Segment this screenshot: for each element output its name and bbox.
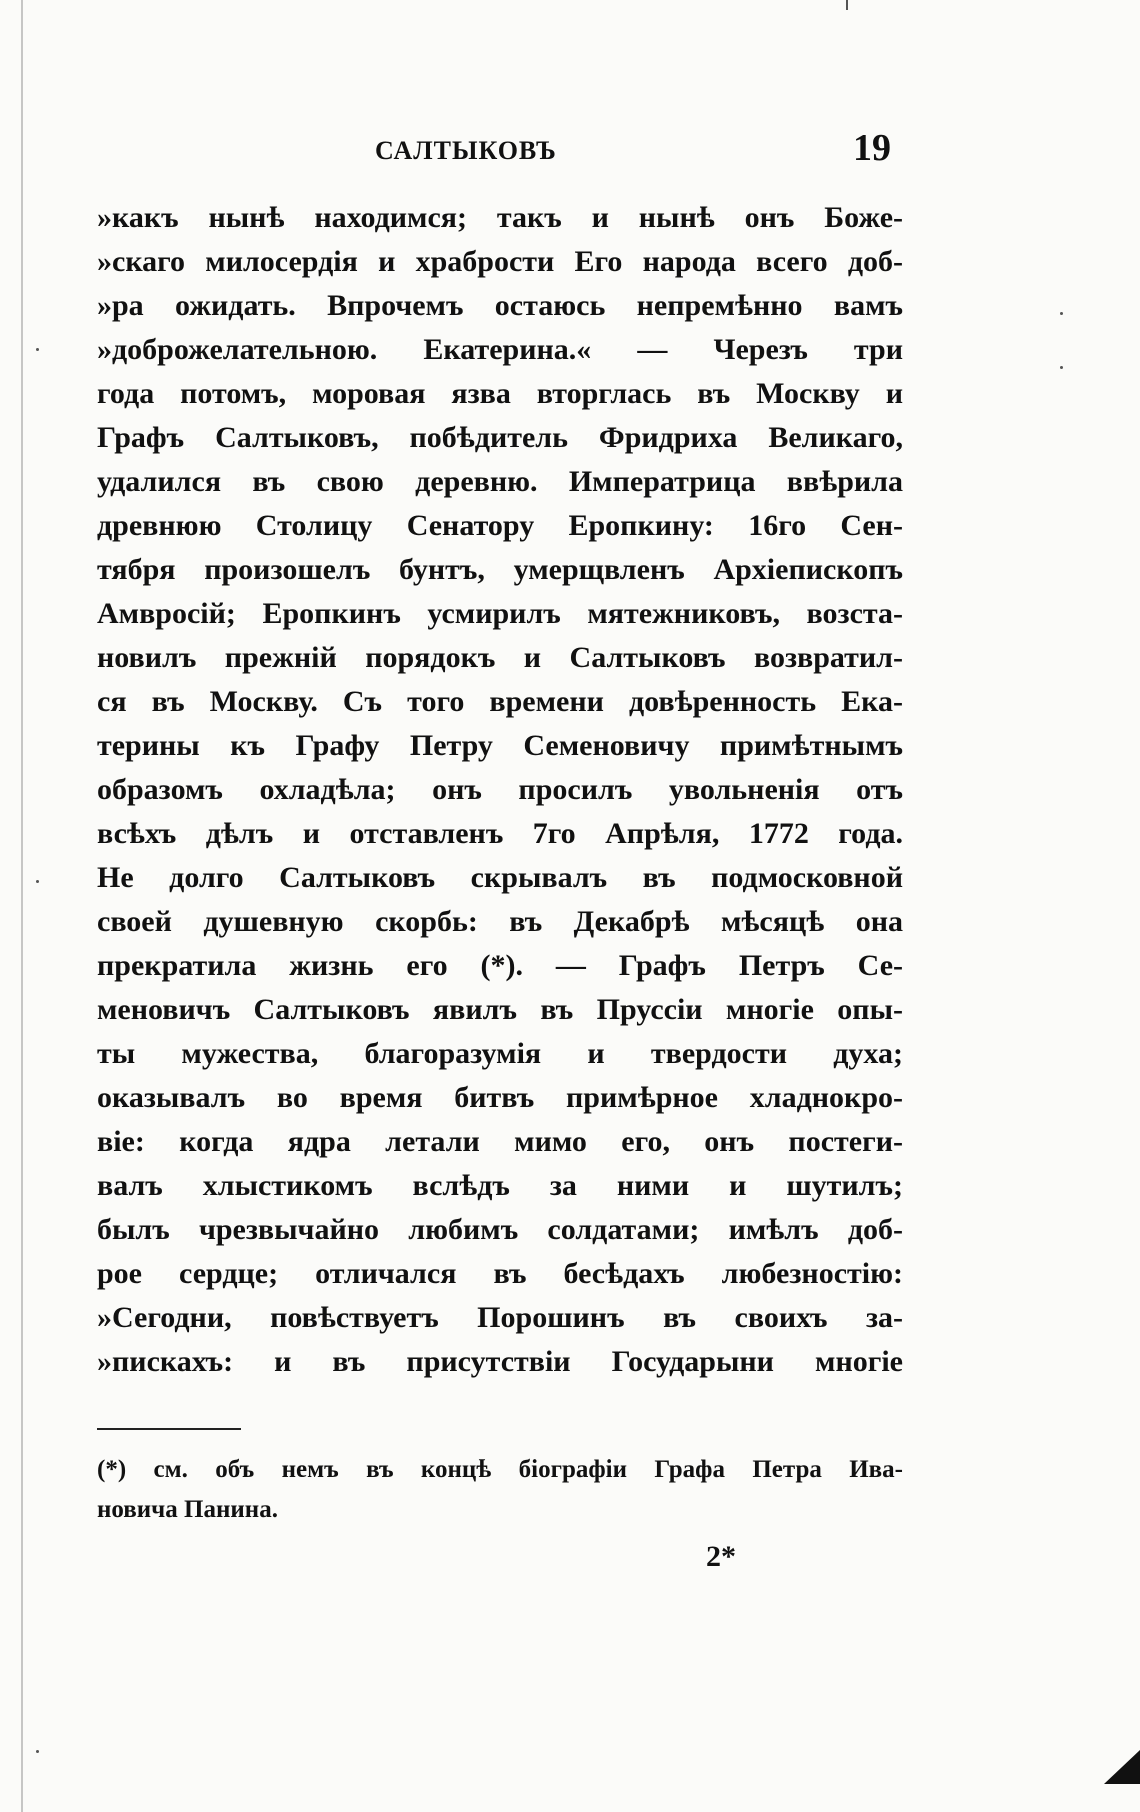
text-line: Амвросій; Еропкинъ усмирилъ мятежниковъ, возста-: [97, 597, 903, 630]
page-number: 19: [853, 127, 891, 169]
scan-speck: [36, 1750, 39, 1753]
text-line: меновичъ Салтыковъ явилъ въ Пруссіи многіе опы-: [97, 993, 903, 1026]
scan-speck: [1060, 312, 1063, 315]
text-line: віе: когда ядра летали мимо его, онъ постеги-: [97, 1125, 903, 1158]
text-line: оказывалъ во время битвъ примѣрное хладнокро-: [97, 1081, 903, 1114]
text-line: своей душевную скорбь: въ Декабрѣ мѣсяцѣ она: [97, 905, 903, 938]
text-line: »скаго милосердія и храбрости Его народа всего доб-: [97, 245, 903, 278]
text-line: ты мужества, благоразумія и твердости духа;: [97, 1037, 903, 1070]
text-line: былъ чрезвычайно любимъ солдатами; имѣлъ доб-: [97, 1213, 903, 1246]
page-header: [95, 126, 901, 176]
text-line: образомъ охладѣла; онъ просилъ увольненія отъ: [97, 773, 903, 806]
text-line: Графъ Салтыковъ, побѣдитель Фридриха Великаго,: [97, 421, 903, 454]
scan-mark-top: [846, 0, 848, 10]
text-line: ся въ Москву. Съ того времени довѣренность Ека-: [97, 685, 903, 718]
text-line: удалился въ свою деревню. Императрица ввѣрила: [97, 465, 903, 498]
text-line: терины къ Графу Петру Семеновичу примѣтнымъ: [97, 729, 903, 762]
main-text: [97, 196, 903, 1384]
text-line: года потомъ, моровая язва вторглась въ Москву и: [97, 377, 903, 410]
scan-speck: [36, 880, 39, 883]
footnote: [97, 1450, 903, 1530]
text-line: новилъ прежній порядокъ и Салтыковъ возвратил-: [97, 641, 903, 674]
text-line: тября произошелъ бунтъ, умерщвленъ Архіепископъ: [97, 553, 903, 586]
text-line: »какъ нынѣ находимся; такъ и нынѣ онъ Боже-: [97, 201, 903, 234]
text-line: »Сегодни, повѣствуетъ Порошинъ въ своихъ за-: [97, 1301, 903, 1334]
footnote-line: (*) см. объ немъ въ концѣ біографіи Графа Петра Ива-: [97, 1456, 903, 1483]
text-line: валъ хлыстикомъ вслѣдъ за ними и шутилъ;: [97, 1169, 903, 1202]
scan-speck: [1060, 366, 1063, 369]
text-line: всѣхъ дѣлъ и отставленъ 7го Апрѣля, 1772 года.: [97, 817, 903, 850]
text-line: прекратила жизнь его (*). — Графъ Петръ Се-: [97, 949, 903, 982]
text-line: »ра ожидать. Впрочемъ остаюсь непремѣнно вамъ: [97, 289, 903, 322]
signature-mark: 2*: [706, 1540, 736, 1573]
text-line: »пискахъ: и въ присутствіи Государыни многіе: [97, 1345, 903, 1378]
footnote-divider: [97, 1428, 241, 1430]
scan-corner-mark: [1104, 1750, 1140, 1784]
text-line: Не долго Салтыковъ скрывалъ въ подмосковной: [97, 861, 903, 894]
footnote-line: новича Панина.: [97, 1496, 278, 1523]
text-line: рое сердце; отличался въ бесѣдахъ любезностію:: [97, 1257, 903, 1290]
page-binding-edge: [21, 0, 23, 1812]
text-line: древнюю Столицу Сенатору Еропкину: 16го Сен-: [97, 509, 903, 542]
running-title: САЛТЫКОВЪ: [375, 136, 557, 165]
text-line: »доброжелательною. Екатерина.« — Черезъ три: [97, 333, 903, 366]
scan-speck: [36, 348, 39, 351]
